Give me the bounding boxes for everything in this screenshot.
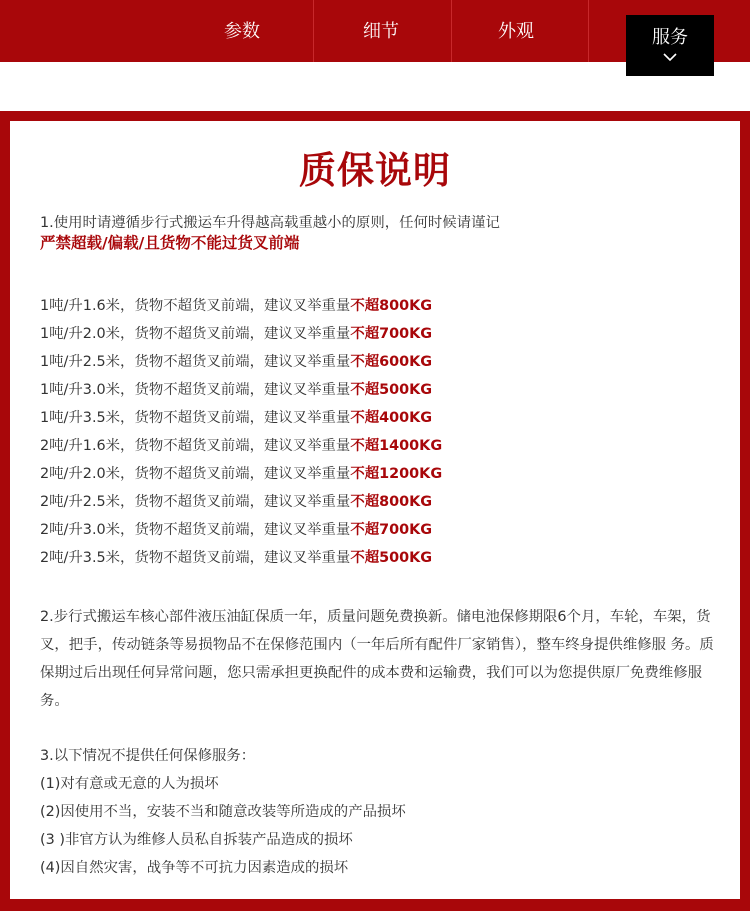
load-row-text: 1吨/升1.6米，货物不超货叉前端，建议叉举重量: [40, 298, 351, 314]
load-row-limit: 不超700KG: [350, 522, 433, 538]
overload-warning: 严禁超载/偏载/且货物不能过货叉前端: [40, 234, 300, 252]
load-row-limit: 不超1400KG: [350, 438, 443, 454]
load-row-limit: 不超1200KG: [350, 466, 443, 482]
load-row-text: 2吨/升2.5米，货物不超货叉前端，建议叉举重量: [40, 494, 351, 510]
load-row: [40, 548, 432, 568]
load-row-limit: 不超400KG: [350, 410, 433, 426]
rule-3-item: (4)因自然灾害，战争等不可抗力因素造成的损坏: [40, 860, 349, 876]
load-row-limit: 不超800KG: [350, 298, 433, 314]
load-row-limit: 不超500KG: [350, 550, 433, 566]
load-row-text: 1吨/升3.0米，货物不超货叉前端，建议叉举重量: [40, 382, 351, 398]
load-row: [40, 464, 442, 484]
load-row-limit: 不超600KG: [350, 354, 433, 370]
load-row-text: 2吨/升1.6米，货物不超货叉前端，建议叉举重量: [40, 438, 351, 454]
nav-tab-params[interactable]: 参数: [224, 21, 260, 42]
load-row-text: 2吨/升2.0米，货物不超货叉前端，建议叉举重量: [40, 466, 351, 482]
rule-2: 2.步行式搬运车核心部件液压油缸保质一年，质量问题免费换新。储电池保修期限6个月，车轮，车架，货叉，把手，传动链条等易损物品不在保修范围内（一年后所有配件厂家销售），整车终身提供维修服 务。质保期过后出现任何异常问题，您只需承担更换配件的成本费和运输费，我们可以为您提供原厂免费维修服务。: [40, 609, 714, 709]
load-row: [40, 492, 432, 512]
load-row: [40, 408, 432, 428]
rule-1: 1.使用时请遵循步行式搬运车升得越高载重越小的原则，任何时候请谨记: [40, 215, 500, 231]
warranty-panel: [10, 121, 740, 899]
load-row-limit: 不超700KG: [350, 326, 433, 342]
load-row: [40, 380, 432, 400]
nav-tab-details[interactable]: 细节: [363, 21, 399, 42]
nav-tab-appearance[interactable]: 外观: [498, 21, 534, 42]
chevron-down-icon: [662, 52, 678, 62]
load-row-text: 1吨/升2.5米，货物不超货叉前端，建议叉举重量: [40, 354, 351, 370]
nav-tab-service[interactable]: [626, 15, 714, 76]
load-row-text: 1吨/升2.0米，货物不超货叉前端，建议叉举重量: [40, 326, 351, 342]
warranty-panel-frame: [0, 111, 750, 911]
load-row: [40, 352, 432, 372]
load-row-text: 2吨/升3.0米，货物不超货叉前端，建议叉举重量: [40, 522, 351, 538]
load-row: [40, 296, 432, 316]
load-row-limit: 不超500KG: [350, 382, 433, 398]
load-row: [40, 436, 442, 456]
load-row-text: 2吨/升3.5米，货物不超货叉前端，建议叉举重量: [40, 550, 351, 566]
load-row: [40, 324, 432, 344]
nav-divider: [451, 0, 452, 62]
page-title: 质保说明: [299, 149, 451, 192]
rule-3-item: (1)对有意或无意的人为损坏: [40, 776, 219, 792]
nav-divider: [313, 0, 314, 62]
load-row-text: 1吨/升3.5米，货物不超货叉前端，建议叉举重量: [40, 410, 351, 426]
nav-divider: [588, 0, 589, 62]
nav-tab-service-label: 服务: [652, 27, 688, 48]
load-row-limit: 不超800KG: [350, 494, 433, 510]
load-row: [40, 520, 432, 540]
rule-3-item: (3 )非官方认为维修人员私自拆装产品造成的损坏: [40, 832, 353, 848]
rule-3-heading: 3.以下情况不提供任何保修服务：: [40, 748, 256, 764]
rule-3-item: (2)因使用不当，安装不当和随意改装等所造成的产品损坏: [40, 804, 406, 820]
